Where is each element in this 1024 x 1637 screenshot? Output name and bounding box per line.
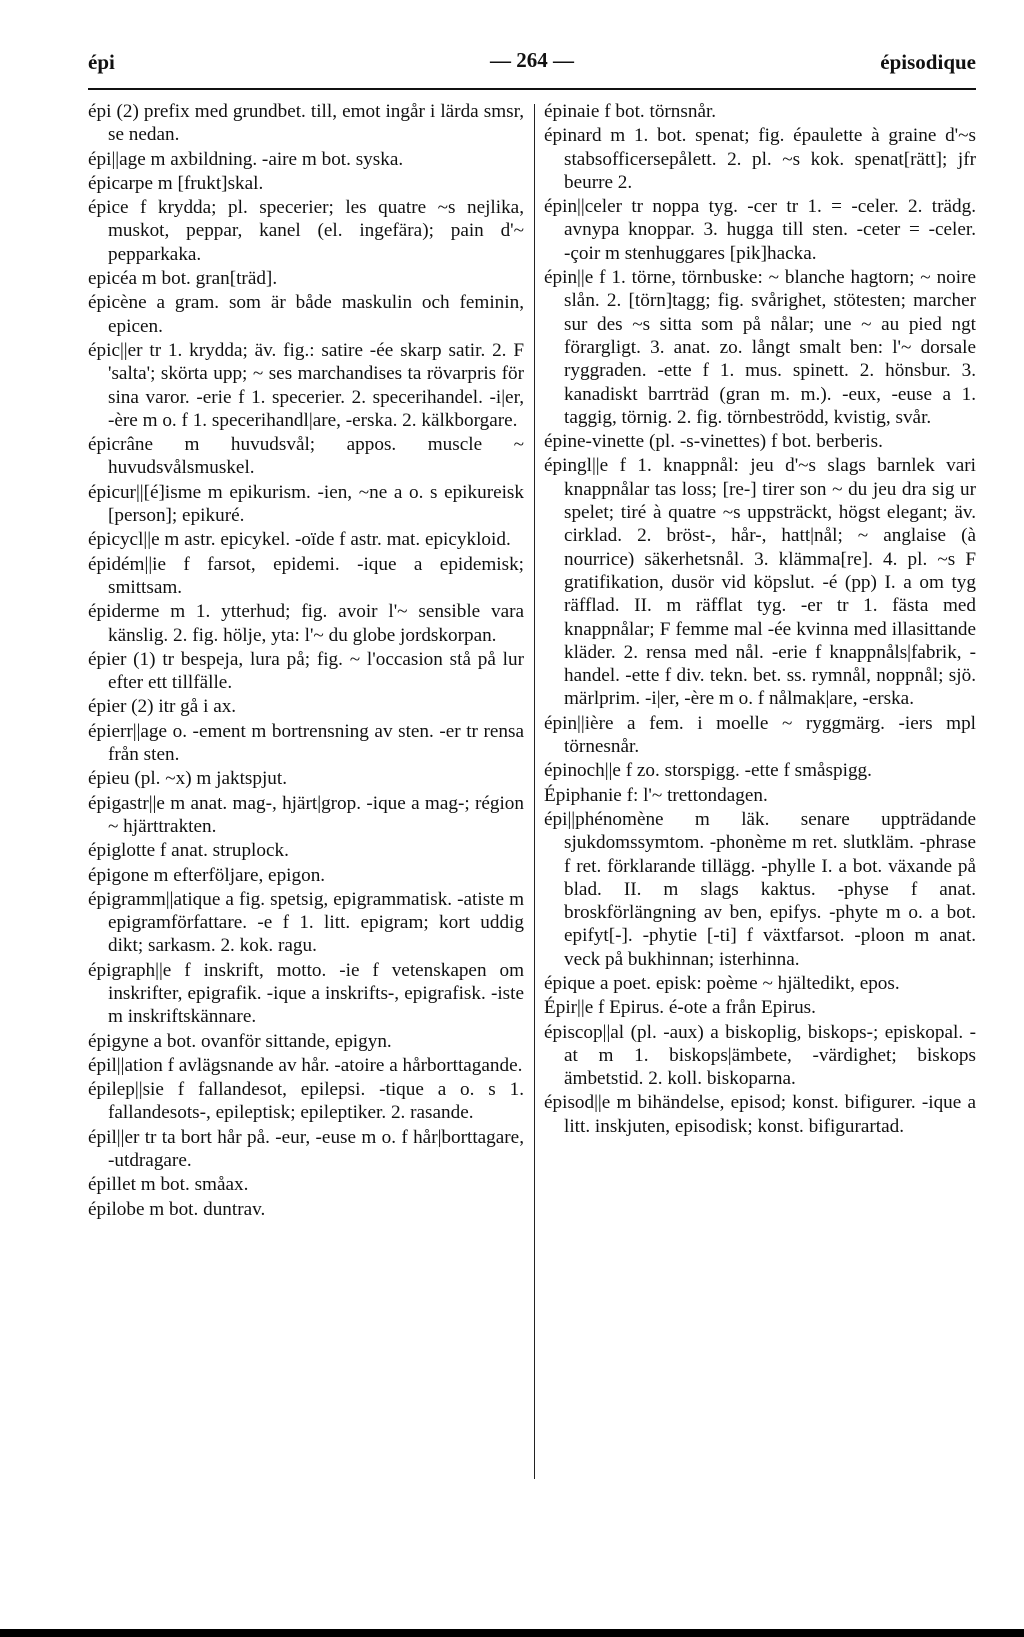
dictionary-entry: épil||er tr ta bort hår på. -eur, -euse m o. f hår|borttagare, -utdragare. (88, 1126, 524, 1172)
left-column (88, 100, 524, 1222)
dictionary-entry: épigramm||atique a fig. spetsig, epigrammatisk. -atiste m epigramförfattare. -e f 1. litt. epigram; kort uddig dikt; sarkasm. 2. kok. ragu. (88, 888, 524, 957)
dictionary-entry: épigastr||e m anat. mag-, hjärt|grop. -ique a mag-; région ~ hjärttrakten. (88, 792, 524, 837)
running-header (88, 44, 976, 80)
dictionary-entry: Épir||e f Epirus. é-ote a från Epirus. (544, 997, 816, 1019)
column-divider (534, 104, 535, 1479)
dictionary-entry: Épiphanie f: l'~ trettondagen. (544, 784, 768, 806)
dictionary-entry: épingl||e f 1. knappnål: jeu d'~s slags barnlek vari knappnålar tas loss; [re-] tirer son ~ du jeu dra sig ur spelet; tiré à quatre ~s uppsträckt, högst elegant; äv. cirklad. 2. bröst-, hår-, hatt|nål; ~ anglaise (à nourrice) säkerhetsnål. 3. klämma[re]. 4. pl. ~s F gratifikation, dusör vid köpslut. -é (pp) I. a om tyg räfflad. II. m räfflat tyg. -er tr 1. fästa med knappnålar; F femme mal -ée kvinna med illasittande kläder. 2. rensa med nål. -erie f knappnåls|fabrik, -handel. -ette f div. tekn. bet. ss. rymnål, noppnål; sjö. märlprim. -i|er, -ère m o. f nålmak|are, -erska. (544, 455, 976, 710)
dictionary-entry: épigone m efterföljare, epigon. (88, 864, 326, 886)
dictionary-entry: épiderme m 1. ytterhud; fig. avoir l'~ sensible vara känslig. 2. fig. hölje, yta: l'~ du globe jordskorpan. (88, 601, 524, 646)
dictionary-entry: épin||ière a fem. i moelle ~ ryggmärg. -iers mpl törnesnår. (544, 712, 976, 758)
header-rule (88, 88, 976, 90)
dictionary-entry: épidém||ie f farsot, epidemi. -ique a epidemisk; smittsam. (88, 553, 524, 598)
dictionary-entry: épilobe m bot. duntrav. (88, 1198, 266, 1220)
dictionary-entry: épiscop||al (pl. -aux) a biskoplig, biskops-; episkopal. -at m 1. biskops|ämbete, -värdighet; biskops ämbetstid. 2. koll. biskoparna. (544, 1021, 976, 1090)
dictionary-entry: épieu (pl. ~x) m jaktspjut. (88, 768, 288, 790)
dictionary-entry: epicéa m bot. gran[träd]. (88, 268, 278, 290)
dictionary-entry: épier (1) tr bespeja, lura på; fig. ~ l'occasion stå på lur efter ett tillfälle. (88, 648, 524, 694)
dictionary-entry: épicarpe m [frukt]skal. (88, 172, 264, 194)
dictionary-entry: épicène a gram. som är både maskulin och feminin, epicen. (88, 292, 524, 337)
dictionary-entry: épinaie f bot. törnsnår. (544, 101, 717, 122)
dictionary-entry: épicycl||e m astr. epicykel. -oïde f astr. mat. epicykloid. (88, 529, 511, 551)
dictionary-entry: épin||e f 1. törne, törnbuske: ~ blanche hagtorn; ~ noire slån. 2. [törn]tagg; fig. svårighet, stötesten; marcher sur des ~s sitta som på nålar; une ~ au pied ngt förargligt. 3. anat. zo. långt smalt ben: l'~ dorsale ryggraden. -ette f 1. mus. spinett. 2. hönsbur. 3. kanadiskt barrträd (gran m. m.). -eux, -euse a 1. taggig, törnig. 2. fig. törnbeströdd, kvistig, svår. (544, 267, 976, 428)
dictionary-entry: épice f krydda; pl. specerier; les quatre ~s nejlika, muskot, peppar, kanel (el. ingefära); pain d'~ pepparkaka. (88, 197, 524, 265)
dictionary-entry: épier (2) itr gå i ax. (88, 696, 237, 718)
scan-bottom-edge (0, 1629, 1024, 1637)
dictionary-entry: épillet m bot. småax. (88, 1174, 249, 1196)
dictionary-entry: épicur||[é]isme m epikurism. -ien, ~ne a o. s epikureisk [person]; epikuré. (88, 481, 524, 527)
dictionary-entry: épicrâne m huvudsvål; appos. muscle ~ huvudsvålsmuskel. (88, 434, 524, 479)
dictionary-entry: épinoch||e f zo. storspigg. -ette f småspigg. (544, 760, 872, 782)
dictionary-entry: épic||er tr 1. krydda; äv. fig.: satire -ée skarp satir. 2. F 'salta'; skörta upp; ~ ses marchandises ta rövarpris för sina varor. -erie f 1. specerier. 2. specerihandel. -i|er, -ère m o. f 1. specerihandl|are, -erska. 2. kälkborgare. (88, 339, 524, 431)
dictionary-entry: épine-vinette (pl. -s-vinettes) f bot. berberis. (544, 431, 883, 453)
dictionary-entry: épisod||e m bihändelse, episod; konst. bifigurer. -ique a litt. inskjuten, episodisk; konst. bifigurartad. (544, 1092, 976, 1137)
dictionary-entry: épi (2) prefix med grundbet. till, emot ingår i lärda smsr, se nedan. (88, 101, 524, 146)
dictionary-entry: épigyne a bot. ovanför sittande, epigyn. (88, 1030, 392, 1052)
dictionary-entry: épi||phénomène m läk. senare uppträdande sjukdomssymtom. -phonème m ret. slutkläm. -phrase f ret. förklarande tillägg. -phylle I. a bot. växande på blad. II. m slags kaktus. -physe f anat. broskförlängning av ben, epifys. -phyte m o. a bot. epifyt[-]. -phytie [-ti] f växtfarsot. -ploon m anat. veck på bukhinnan; isterhinna. (544, 808, 976, 970)
dictionary-entry: épigraph||e f inskrift, motto. -ie f vetenskapen om inskrifter, epigrafik. -ique a inskrifts-, epigrafisk. -iste m inskriftskännare. (88, 959, 524, 1028)
dictionary-entry: épierr||age o. -ement m bortrensning av sten. -er tr rensa från sten. (88, 720, 524, 766)
dictionary-entry: épique a poet. episk: poème ~ hjältedikt, epos. (544, 972, 900, 994)
dictionary-entry: épilep||sie f fallandesot, epilepsi. -tique a o. s 1. fallandesots-, epileptisk; epileptiker. 2. rasande. (88, 1079, 524, 1124)
dictionary-entry: épi||age m axbildning. -aire m bot. syska. (88, 148, 404, 170)
header-first-word: épi (88, 50, 115, 74)
dictionary-entry: épil||ation f avlägsnande av hår. -atoire a hårborttagande. (88, 1054, 523, 1076)
dictionary-entry: épiglotte f anat. struplock. (88, 840, 289, 862)
page-number: — 264 — (490, 48, 574, 72)
right-column (544, 100, 976, 1139)
dictionary-entry: épin||celer tr noppa tyg. -cer tr 1. = -celer. 2. trädg. avnypa knoppar. 3. hugga till sten. -ceter = -celer. -çoir m stenhuggares [pik]hacka. (544, 196, 976, 264)
dictionary-entry: épinard m 1. bot. spenat; fig. épaulette à graine d'~s stabsofficersepålett. 2. pl. ~s kok. spenat[rätt]; jfr beurre 2. (544, 125, 976, 193)
header-last-word: épisodique (880, 50, 976, 74)
